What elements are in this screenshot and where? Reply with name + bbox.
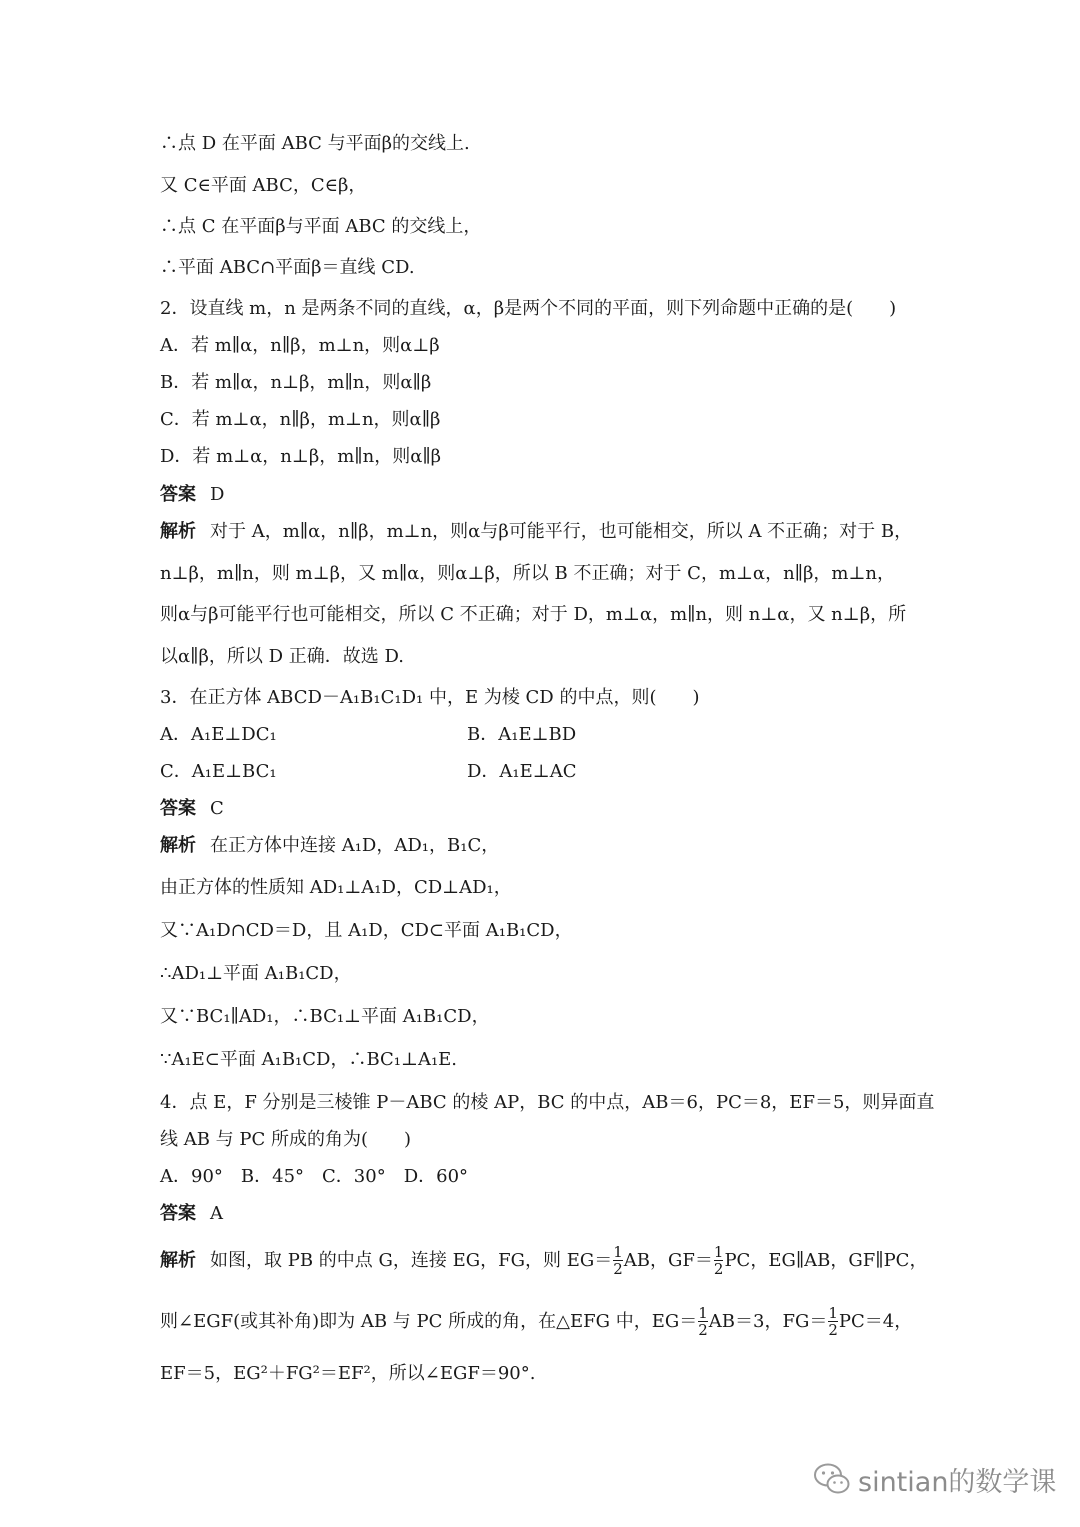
explanation-line: 又∵BC₁∥AD₁，∴BC₁⊥平面 A₁B₁CD， [160, 1006, 490, 1027]
explanation-line [160, 1303, 922, 1341]
answer-line [160, 795, 922, 823]
text-line: ∴点 D 在平面 ABC 与平面β的交线上. [160, 133, 470, 154]
explanation-text: 则∠EGF(或其补角)即为 AB 与 PC 所成的角，在△EFG 中，EG＝ [160, 1311, 698, 1332]
explanation-line: 以α∥β，所以 D 正确．故选 D. [160, 646, 404, 667]
explanation-text: AB＝3，FG＝ [708, 1311, 828, 1332]
fraction-one-half [613, 1245, 623, 1277]
explanation-line: 由正方体的性质知 AD₁⊥A₁D，CD⊥AD₁， [160, 877, 512, 898]
fraction-numerator: 1 [698, 1304, 708, 1322]
fraction-denominator: 2 [698, 1321, 708, 1339]
explanation-label: 解析 [160, 835, 196, 856]
options-line: A．90° B．45° C．30° D．60° [160, 1166, 469, 1187]
fraction-denominator: 2 [713, 1260, 724, 1278]
watermark [812, 1454, 1056, 1504]
question-4-cont: 线 AB 与 PC 所成的角为( ) [160, 1129, 412, 1150]
answer-line [160, 481, 922, 509]
explanation-text: AB，GF＝ [623, 1250, 713, 1271]
option-a: A．A₁E⊥DC₁ [160, 724, 277, 745]
text-line: 又 C∈平面 ABC，C∈β， [160, 175, 367, 196]
answer-label: 答案 [160, 798, 196, 819]
question-4: 4．点 E，F 分别是三棱锥 P－ABC 的棱 AP，BC 的中点，AB＝6，PC＝8，EF＝5，则异面直 [160, 1092, 935, 1113]
explanation-text: PC，EG∥AB，GF∥PC， [724, 1250, 928, 1271]
wechat-icon [812, 1461, 852, 1497]
option-d: D．A₁E⊥AC [467, 761, 577, 782]
fraction-numerator: 1 [713, 1243, 724, 1261]
explanation-line [160, 518, 922, 546]
text-line: ∴平面 ABC∩平面β＝直线 CD. [160, 257, 415, 278]
fraction-numerator: 1 [828, 1304, 838, 1322]
explanation-label: 解析 [160, 521, 196, 542]
explanation-line: EF＝5，EG²＋FG²＝EF²，所以∠EGF＝90°. [160, 1363, 536, 1384]
explanation-text: PC＝4， [838, 1311, 913, 1332]
fraction-denominator: 2 [828, 1321, 838, 1339]
answer-label: 答案 [160, 1203, 196, 1224]
explanation-text: 对于 A，m∥α，n∥β，m⊥n，则α与β可能平行，也可能相交，所以 A 不正确；对于 B， [210, 521, 913, 542]
explanation-text: 在正方体中连接 A₁D，AD₁，B₁C， [210, 835, 500, 856]
explanation-line: n⊥β，m∥n，则 m⊥β，又 m∥α，则α⊥β，所以 B 不正确；对于 C，m⊥α，n∥β，m⊥n， [160, 563, 895, 584]
option-b: B．若 m∥α，n⊥β，m∥n，则α∥β [160, 372, 432, 393]
answer-line [160, 1200, 922, 1228]
explanation-line [160, 832, 922, 860]
fraction-one-half [828, 1306, 838, 1338]
option-row [160, 758, 922, 786]
option-a: A．若 m∥α，n∥β，m⊥n，则α⊥β [160, 335, 440, 356]
fraction-one-half [714, 1245, 724, 1277]
explanation-text: 如图，取 PB 的中点 G，连接 EG，FG，则 EG＝ [210, 1250, 613, 1271]
option-row [160, 721, 922, 749]
explanation-line: 又∵A₁D∩CD＝D，且 A₁D，CD⊂平面 A₁B₁CD， [160, 920, 573, 941]
fraction-one-half [698, 1306, 708, 1338]
fraction-denominator: 2 [613, 1260, 623, 1278]
option-d: D．若 m⊥α，n⊥β，m∥n，则α∥β [160, 446, 442, 467]
option-c: C．A₁E⊥BC₁ [160, 761, 277, 782]
explanation-line: 则α与β可能平行也可能相交，所以 C 不正确；对于 D，m⊥α，m∥n，则 n⊥α，又 n⊥β，所 [160, 604, 907, 625]
answer-value: A [210, 1203, 223, 1224]
option-b: B．A₁E⊥BD [467, 724, 577, 745]
fraction-numerator: 1 [613, 1243, 623, 1261]
option-c: C．若 m⊥α，n∥β，m⊥n，则α∥β [160, 409, 441, 430]
question-2: 2．设直线 m，n 是两条不同的直线，α，β是两个不同的平面，则下列命题中正确的是( ) [160, 298, 897, 319]
explanation-line: ∵A₁E⊂平面 A₁B₁CD，∴BC₁⊥A₁E. [160, 1049, 458, 1070]
question-3: 3．在正方体 ABCD－A₁B₁C₁D₁ 中，E 为棱 CD 的中点，则( ) [160, 687, 700, 708]
explanation-line [160, 1242, 928, 1280]
explanation-label: 解析 [160, 1250, 196, 1271]
text-line: ∴点 C 在平面β与平面 ABC 的交线上， [160, 216, 482, 237]
watermark-text: sintian的数学课 [858, 1466, 1057, 1498]
explanation-line: ∴AD₁⊥平面 A₁B₁CD， [160, 963, 352, 984]
answer-value: D [210, 484, 225, 505]
answer-value: C [210, 798, 224, 819]
answer-label: 答案 [160, 484, 196, 505]
